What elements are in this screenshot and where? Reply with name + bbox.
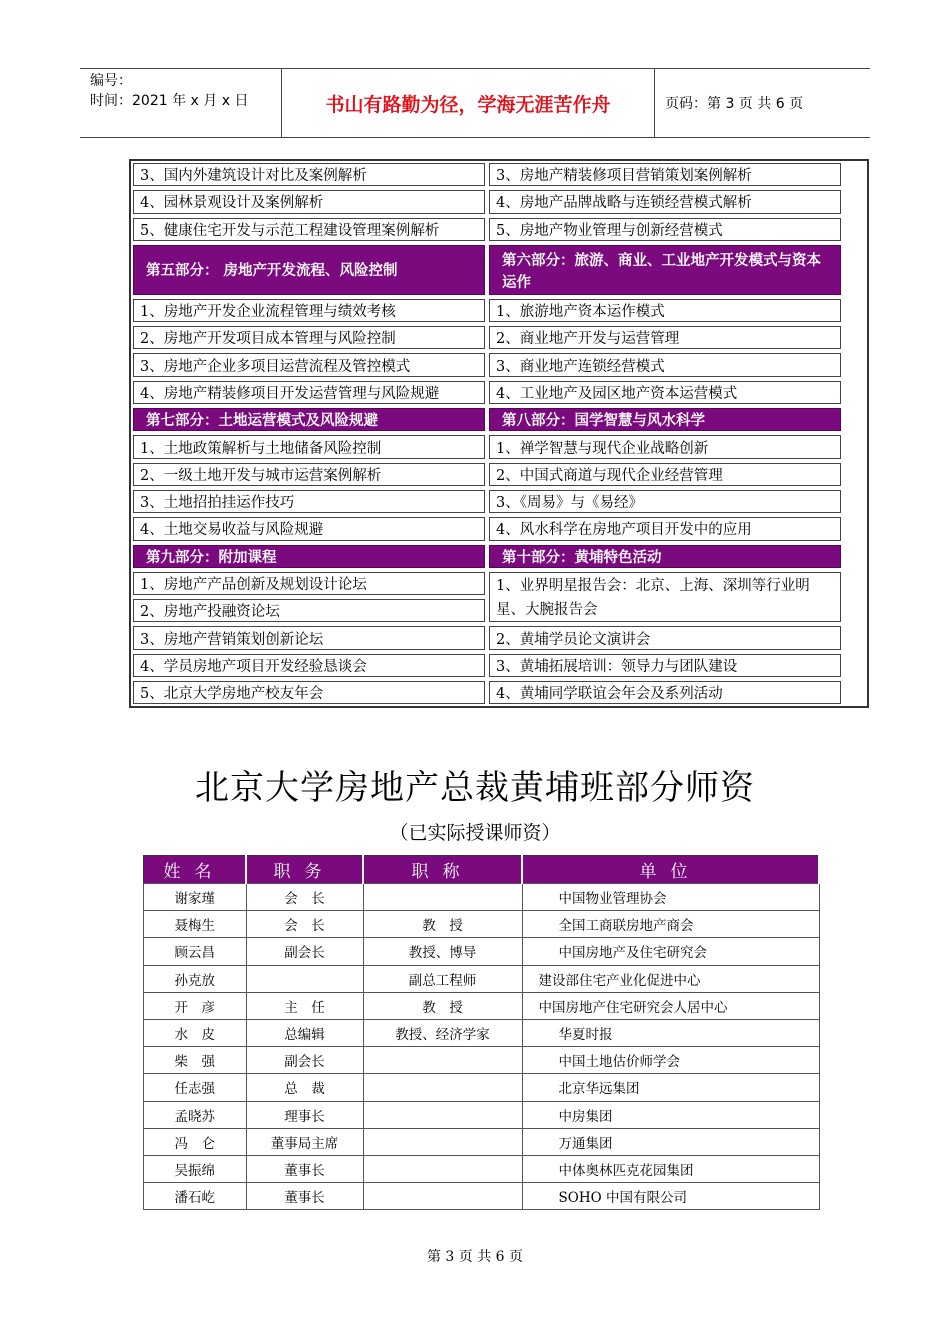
course-item: 2、房地产投融资论坛 bbox=[133, 599, 485, 622]
curriculum-section-row bbox=[131, 543, 867, 570]
faculty-row bbox=[144, 1101, 820, 1128]
faculty-position: 副会长 bbox=[246, 1047, 363, 1074]
faculty-row bbox=[144, 938, 820, 965]
section-heading: 第十部分：黄埔特色活动 bbox=[489, 545, 841, 568]
header-page-info: 页码：第 3 页 共 6 页 bbox=[665, 96, 804, 112]
faculty-unit: 全国工商联房地产商会 bbox=[522, 911, 819, 938]
header-title: 职称 bbox=[363, 856, 522, 884]
course-item: 2、一级土地开发与城市运营案例解析 bbox=[133, 463, 485, 486]
merged-cell-spacer bbox=[489, 599, 841, 622]
faculty-unit: 中体奥林匹克花园集团 bbox=[522, 1155, 819, 1182]
course-item: 1、旅游地产资本运作模式 bbox=[489, 299, 841, 322]
faculty-row bbox=[144, 911, 820, 938]
curriculum-row bbox=[131, 597, 867, 624]
faculty-position: 总编辑 bbox=[246, 1019, 363, 1046]
course-item: 3、《周易》与《易经》 bbox=[489, 490, 841, 513]
faculty-position: 董事局主席 bbox=[246, 1128, 363, 1155]
faculty-title-cell bbox=[363, 1155, 522, 1182]
course-item: 2、商业地产开发与运营管理 bbox=[489, 326, 841, 349]
faculty-row bbox=[144, 965, 820, 992]
curriculum-section-row bbox=[131, 243, 867, 297]
faculty-title-cell bbox=[363, 1074, 522, 1101]
faculty-name: 孟晓苏 bbox=[144, 1101, 247, 1128]
course-item: 4、园林景观设计及案例解析 bbox=[133, 190, 485, 213]
curriculum-row bbox=[131, 188, 867, 215]
faculty-position: 董事长 bbox=[246, 1155, 363, 1182]
course-item: 2、房地产开发项目成本管理与风险控制 bbox=[133, 326, 485, 349]
faculty-row bbox=[144, 1155, 820, 1182]
course-item: 4、土地交易收益与风险规避 bbox=[133, 517, 485, 540]
faculty-header-row bbox=[144, 856, 820, 884]
faculty-unit: 中国物业管理协会 bbox=[522, 884, 819, 911]
curriculum-row bbox=[131, 624, 867, 651]
section-heading: 第七部分：土地运营模式及风险规避 bbox=[133, 408, 485, 431]
course-item: 4、黄埔同学联谊会年会及系列活动 bbox=[489, 681, 841, 704]
course-item: 3、土地招拍挂运作技巧 bbox=[133, 490, 485, 513]
curriculum-row bbox=[131, 351, 867, 378]
course-item: 3、房地产精装修项目营销策划案例解析 bbox=[489, 163, 841, 186]
course-item: 1、禅学智慧与现代企业战略创新 bbox=[489, 435, 841, 458]
faculty-name: 潘石屹 bbox=[144, 1183, 247, 1210]
course-item: 1、房地产产品创新及规划设计论坛 bbox=[133, 572, 485, 595]
curriculum-row bbox=[131, 461, 867, 488]
faculty-title: 北京大学房地产总裁黄埔班部分师资 bbox=[195, 768, 755, 808]
faculty-row bbox=[144, 1074, 820, 1101]
faculty-title-cell: 教 授 bbox=[363, 992, 522, 1019]
curriculum-row bbox=[131, 679, 867, 706]
header-name: 姓名 bbox=[144, 856, 247, 884]
faculty-unit: 华夏时报 bbox=[522, 1019, 819, 1046]
header-meta bbox=[80, 69, 282, 137]
course-item: 3、国内外建筑设计对比及案例解析 bbox=[133, 163, 485, 186]
faculty-title-cell bbox=[363, 1183, 522, 1210]
course-item: 4、房地产品牌战略与连锁经营模式解析 bbox=[489, 190, 841, 213]
faculty-name: 水 皮 bbox=[144, 1019, 247, 1046]
faculty-table bbox=[143, 855, 820, 1210]
faculty-position: 主 任 bbox=[246, 992, 363, 1019]
course-item: 3、房地产企业多项目运营流程及管控模式 bbox=[133, 353, 485, 376]
faculty-row bbox=[144, 1047, 820, 1074]
faculty-title-cell: 教授、博导 bbox=[363, 938, 522, 965]
faculty-name: 谢家瑾 bbox=[144, 884, 247, 911]
page-footer: 第 3 页 共 6 页 bbox=[426, 1249, 524, 1265]
faculty-name: 孙克放 bbox=[144, 965, 247, 992]
course-item: 2、中国式商道与现代企业经营管理 bbox=[489, 463, 841, 486]
faculty-row bbox=[144, 1019, 820, 1046]
faculty-unit: 北京华远集团 bbox=[522, 1074, 819, 1101]
faculty-unit: 建设部住宅产业化促进中心 bbox=[522, 965, 819, 992]
faculty-position bbox=[246, 965, 363, 992]
course-item: 3、商业地产连锁经营模式 bbox=[489, 353, 841, 376]
faculty-unit: 中国房地产住宅研究会人居中心 bbox=[522, 992, 819, 1019]
faculty-name: 聂梅生 bbox=[144, 911, 247, 938]
course-item: 3、黄埔拓展培训：领导力与团队建设 bbox=[489, 654, 841, 677]
faculty-title-cell: 教授、经济学家 bbox=[363, 1019, 522, 1046]
faculty-position: 会 长 bbox=[246, 911, 363, 938]
course-item: 4、风水科学在房地产项目开发中的应用 bbox=[489, 517, 841, 540]
course-item: 1、土地政策解析与土地储备风险控制 bbox=[133, 435, 485, 458]
faculty-position: 理事长 bbox=[246, 1101, 363, 1128]
curriculum-row bbox=[131, 161, 867, 188]
faculty-position: 副会长 bbox=[246, 938, 363, 965]
course-item: 4、房地产精装修项目开发运营管理与风险规避 bbox=[133, 381, 485, 404]
course-item: 1、房地产开发企业流程管理与绩效考核 bbox=[133, 299, 485, 322]
curriculum-row bbox=[131, 379, 867, 406]
curriculum-row bbox=[131, 488, 867, 515]
faculty-unit: 万通集团 bbox=[522, 1128, 819, 1155]
faculty-name: 冯 仑 bbox=[144, 1128, 247, 1155]
page-header bbox=[80, 68, 870, 138]
course-item: 4、工业地产及园区地产资本运营模式 bbox=[489, 381, 841, 404]
course-item: 5、北京大学房地产校友年会 bbox=[133, 681, 485, 704]
section-heading: 第九部分：附加课程 bbox=[133, 545, 485, 568]
faculty-body bbox=[144, 884, 820, 1210]
faculty-row bbox=[144, 884, 820, 911]
faculty-name: 吴振绵 bbox=[144, 1155, 247, 1182]
doc-time: 时间：2021 年 x 月 x 日 bbox=[90, 93, 249, 109]
faculty-unit: 中国土地估价师学会 bbox=[522, 1047, 819, 1074]
course-item: 3、房地产营销策划创新论坛 bbox=[133, 626, 485, 649]
section-heading: 第五部分： 房地产开发流程、风险控制 bbox=[133, 245, 485, 295]
section-heading: 第八部分：国学智慧与风水科学 bbox=[489, 408, 841, 431]
curriculum-section-row bbox=[131, 406, 867, 433]
course-item: 2、黄埔学员论文演讲会 bbox=[489, 626, 841, 649]
faculty-name: 开 彦 bbox=[144, 992, 247, 1019]
course-item: 4、学员房地产项目开发经验恳谈会 bbox=[133, 654, 485, 677]
curriculum-table bbox=[129, 159, 869, 708]
section-heading: 第六部分：旅游、商业、工业地产开发模式与资本运作 bbox=[489, 245, 841, 295]
faculty-row bbox=[144, 1183, 820, 1210]
faculty-name: 柴 强 bbox=[144, 1047, 247, 1074]
curriculum-row bbox=[131, 652, 867, 679]
faculty-title-cell: 教 授 bbox=[363, 911, 522, 938]
header-position: 职务 bbox=[246, 856, 363, 884]
header-motto: 书山有路勤为径，学海无涯苦作舟 bbox=[282, 69, 655, 137]
curriculum-row bbox=[131, 433, 867, 460]
doc-code: 编号： bbox=[90, 73, 132, 89]
faculty-title-cell bbox=[363, 1128, 522, 1155]
header-unit: 单位 bbox=[522, 856, 819, 884]
curriculum-row bbox=[131, 324, 867, 351]
curriculum-row bbox=[131, 515, 867, 542]
course-item: 1、业界明星报告会：北京、上海、深圳等行业明星、大腕报告会 bbox=[489, 572, 841, 623]
faculty-name: 任志强 bbox=[144, 1074, 247, 1101]
course-item: 5、房地产物业管理与创新经营模式 bbox=[489, 218, 841, 241]
faculty-title-cell bbox=[363, 884, 522, 911]
faculty-position: 会 长 bbox=[246, 884, 363, 911]
course-item: 5、健康住宅开发与示范工程建设管理案例解析 bbox=[133, 218, 485, 241]
faculty-position: 董事长 bbox=[246, 1183, 363, 1210]
faculty-row bbox=[144, 1128, 820, 1155]
faculty-unit: 中房集团 bbox=[522, 1101, 819, 1128]
faculty-subtitle: （已实际授课师资） bbox=[389, 822, 561, 844]
curriculum-row bbox=[131, 297, 867, 324]
curriculum-row bbox=[131, 216, 867, 243]
faculty-title-cell bbox=[363, 1047, 522, 1074]
faculty-row bbox=[144, 992, 820, 1019]
faculty-title-cell bbox=[363, 1101, 522, 1128]
faculty-position: 总 裁 bbox=[246, 1074, 363, 1101]
faculty-title-cell: 副总工程师 bbox=[363, 965, 522, 992]
faculty-name: 顾云昌 bbox=[144, 938, 247, 965]
faculty-unit: SOHO 中国有限公司 bbox=[522, 1183, 819, 1210]
faculty-unit: 中国房地产及住宅研究会 bbox=[522, 938, 819, 965]
